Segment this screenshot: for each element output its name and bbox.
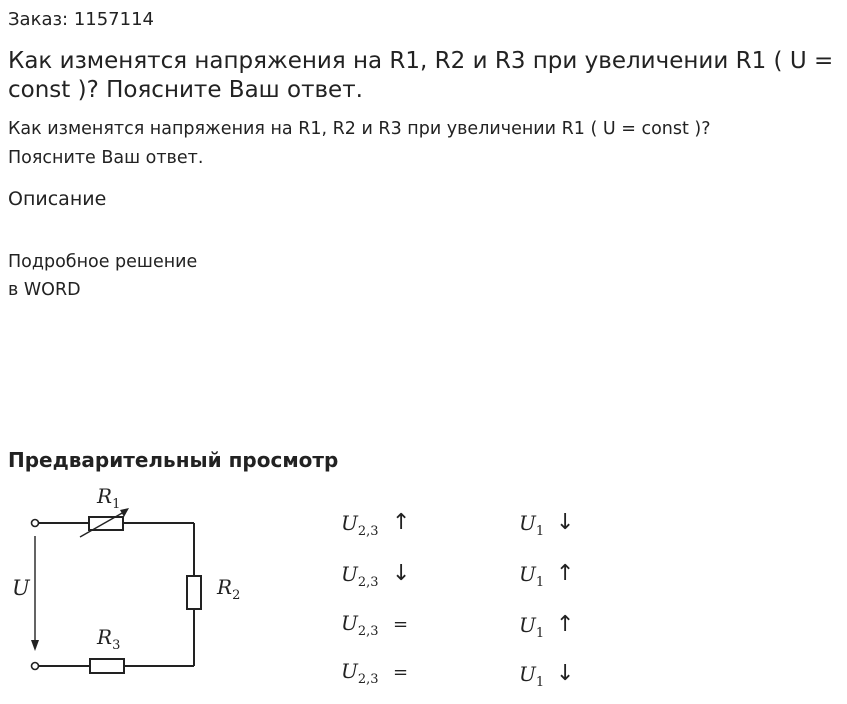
- label-u: U: [12, 576, 30, 600]
- label-r1: $R_1$: [97, 484, 121, 512]
- table-cell-left: $U_{2,3}$: [341, 511, 379, 539]
- variable-arrowhead: [120, 508, 129, 517]
- table-symbol: ↑: [392, 510, 411, 535]
- resistor-r3: [90, 659, 124, 673]
- table-symbol: =: [393, 614, 409, 635]
- page-title: Как изменятся напряжения на R1, R2 и R3 при увеличении R1 ( U = const )? Поясните Ваш ответ.: [8, 48, 834, 103]
- table-cell-right: $U_1$: [519, 613, 545, 641]
- resistor-r1: [89, 517, 123, 530]
- table-cell-left: $U_{2,3}$: [341, 611, 379, 639]
- table-cell-right: $U_1$: [519, 562, 545, 590]
- table-cell-left: $U_{2,3}$: [341, 659, 379, 687]
- question-text: [8, 115, 838, 173]
- description-line: в WORD: [8, 280, 81, 300]
- resistor-r2: [187, 576, 201, 609]
- description-line: Подробное решение: [8, 252, 198, 272]
- label-r2: $R_2$: [217, 575, 241, 603]
- table-symbol: ↑: [556, 561, 575, 586]
- table-symbol: ↓: [556, 661, 575, 686]
- table-symbol: ↓: [392, 561, 411, 586]
- terminal-top: [32, 520, 39, 527]
- table-symbol: ↓: [556, 510, 575, 535]
- description-heading: Описание: [8, 188, 107, 210]
- table-symbol: ↑: [556, 612, 575, 637]
- preview-heading: Предварительный просмотр: [8, 448, 339, 472]
- question-line: Как изменятся напряжения на R1, R2 и R3 при увеличении R1 ( U = const )?: [8, 119, 711, 139]
- voltage-arrowhead: [31, 640, 39, 651]
- table-cell-right: $U_1$: [519, 511, 545, 539]
- description-body: [8, 248, 197, 304]
- circuit-diagram: [0, 480, 620, 704]
- terminal-bottom: [32, 663, 39, 670]
- order-number: Заказ: 1157114: [8, 9, 154, 30]
- table-symbol: =: [393, 662, 409, 683]
- preview-image: [0, 480, 620, 704]
- table-cell-left: $U_{2,3}$: [341, 562, 379, 590]
- table-cell-right: $U_1$: [519, 662, 545, 690]
- question-line: Поясните Ваш ответ.: [8, 148, 204, 168]
- label-r3: $R_3$: [97, 625, 121, 653]
